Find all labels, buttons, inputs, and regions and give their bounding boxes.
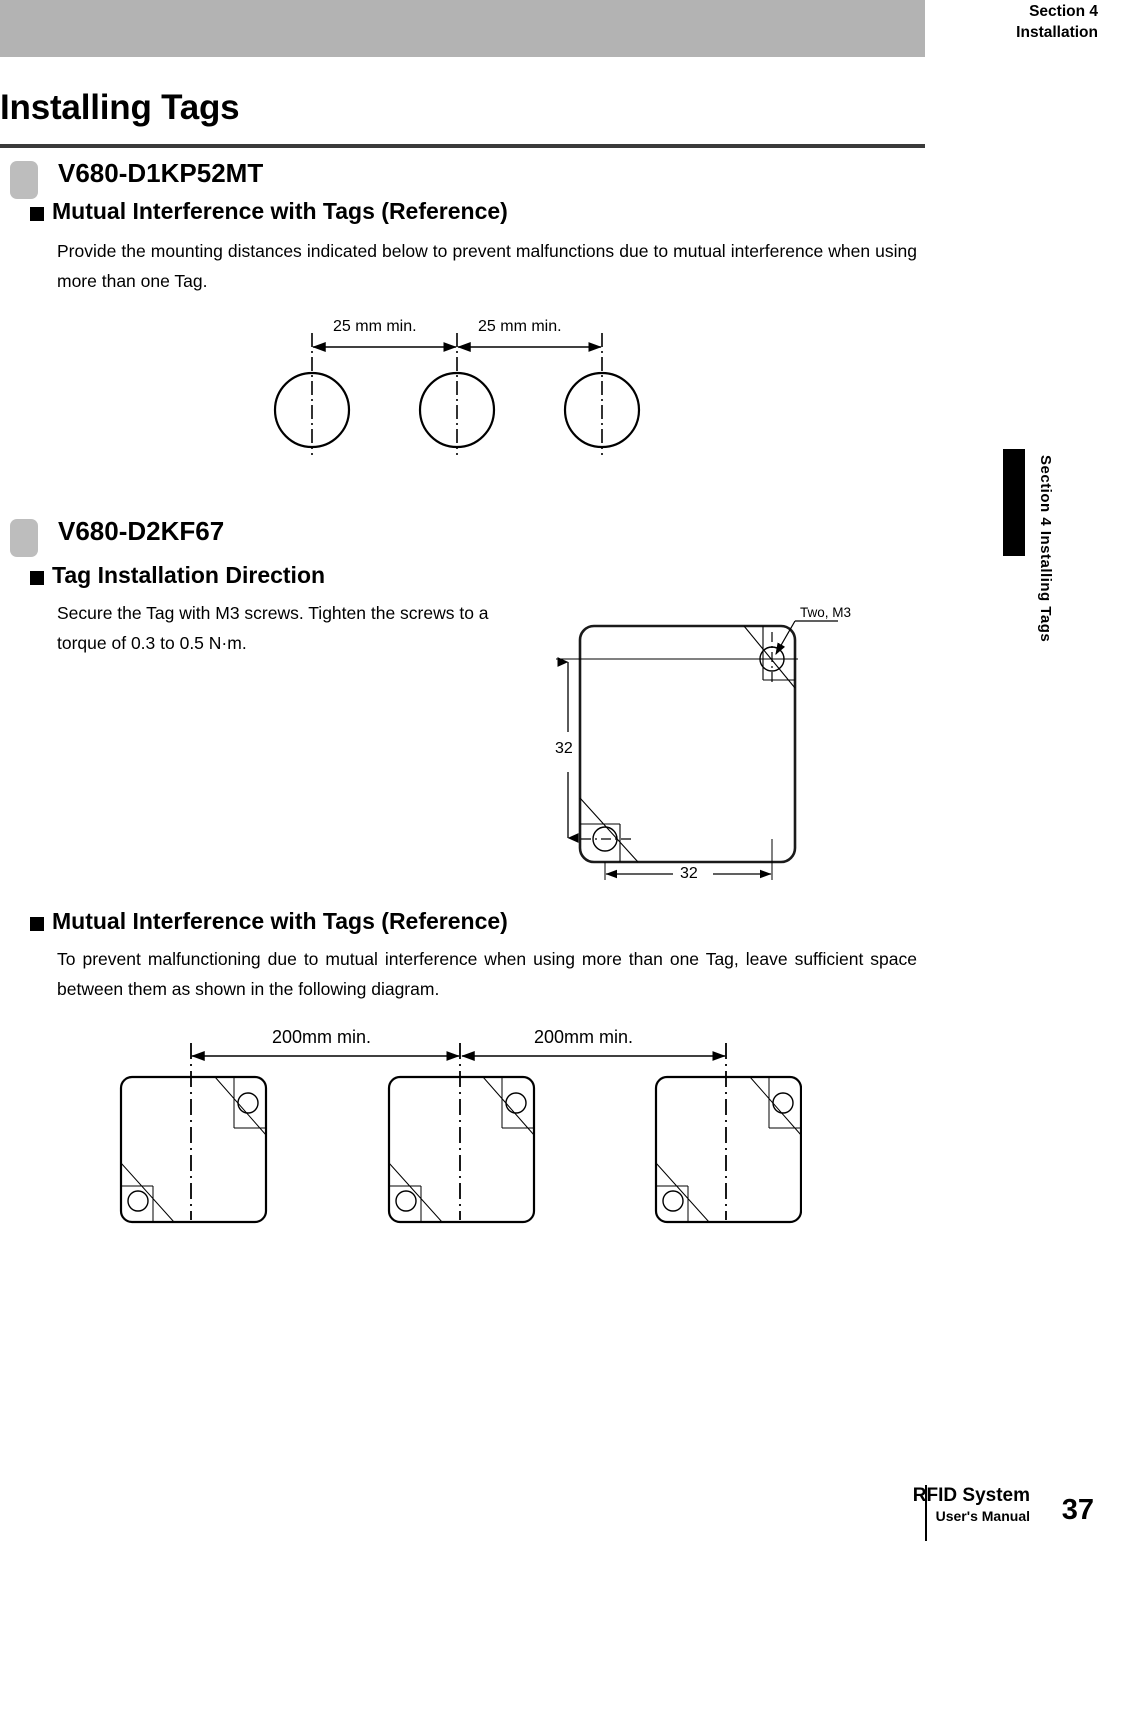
page-header-bar [0,0,925,57]
page-header-text [1016,2,1098,43]
header-chapter-label: Installation [1016,23,1098,41]
figure-square-tag-dimensions [548,605,888,887]
side-tab-label: Section 4 Installing Tags [1037,455,1054,643]
footer-brand-line1: RFID System [912,1485,1030,1506]
dimension-label-vertical: 32 [555,740,573,757]
figure-square-tag-spacing [112,1027,802,1225]
section-label: V680-D1KP52MT [58,158,264,188]
side-tab-marker [1003,449,1025,556]
section-chip-icon [10,519,38,557]
paragraph-mutual-interference-1: Provide the mounting distances indicated below to prevent malfunctions due to mutual interference when using more than one Tag. [57,241,917,292]
title-divider [0,144,925,148]
dimension-label-right: 25 mm min. [478,318,562,335]
subheading-label: Mutual Interference with Tags (Reference) [52,908,508,934]
square-bullet-icon [30,917,44,931]
footer-brand-line2: User's Manual [935,1507,1030,1524]
footer-brand [913,1484,1030,1525]
header-section-label: Section 4 [1029,3,1098,20]
dimension-label-right: 200mm min. [534,1027,634,1047]
subheading-label: Mutual Interference with Tags (Reference) [52,198,508,224]
dimension-label-left: 200mm min. [272,1027,372,1047]
subheading-label: Tag Installation Direction [52,562,326,588]
section-label: V680-D2KF67 [58,516,225,546]
paragraph-tag-installation-direction: Secure the Tag with M3 screws. Tighten the screws to a torque of 0.3 to 0.5 N·m. [57,603,489,654]
dimension-label-left: 25 mm min. [333,318,417,335]
paragraph-mutual-interference-2: To prevent malfunctioning due to mutual interference when using more than one Tag, leave sufficient space between them as shown in the following diagram. [57,949,917,1000]
callout-label-two-m3: Two, M3 [800,605,852,620]
square-bullet-icon [30,571,44,585]
section-chip-icon [10,161,38,199]
page-number: 37 [1061,1494,1094,1526]
square-bullet-icon [30,207,44,221]
figure-round-tag-spacing [265,318,655,460]
page-title: Installing Tags [0,88,240,127]
dimension-label-horizontal: 32 [680,865,698,882]
